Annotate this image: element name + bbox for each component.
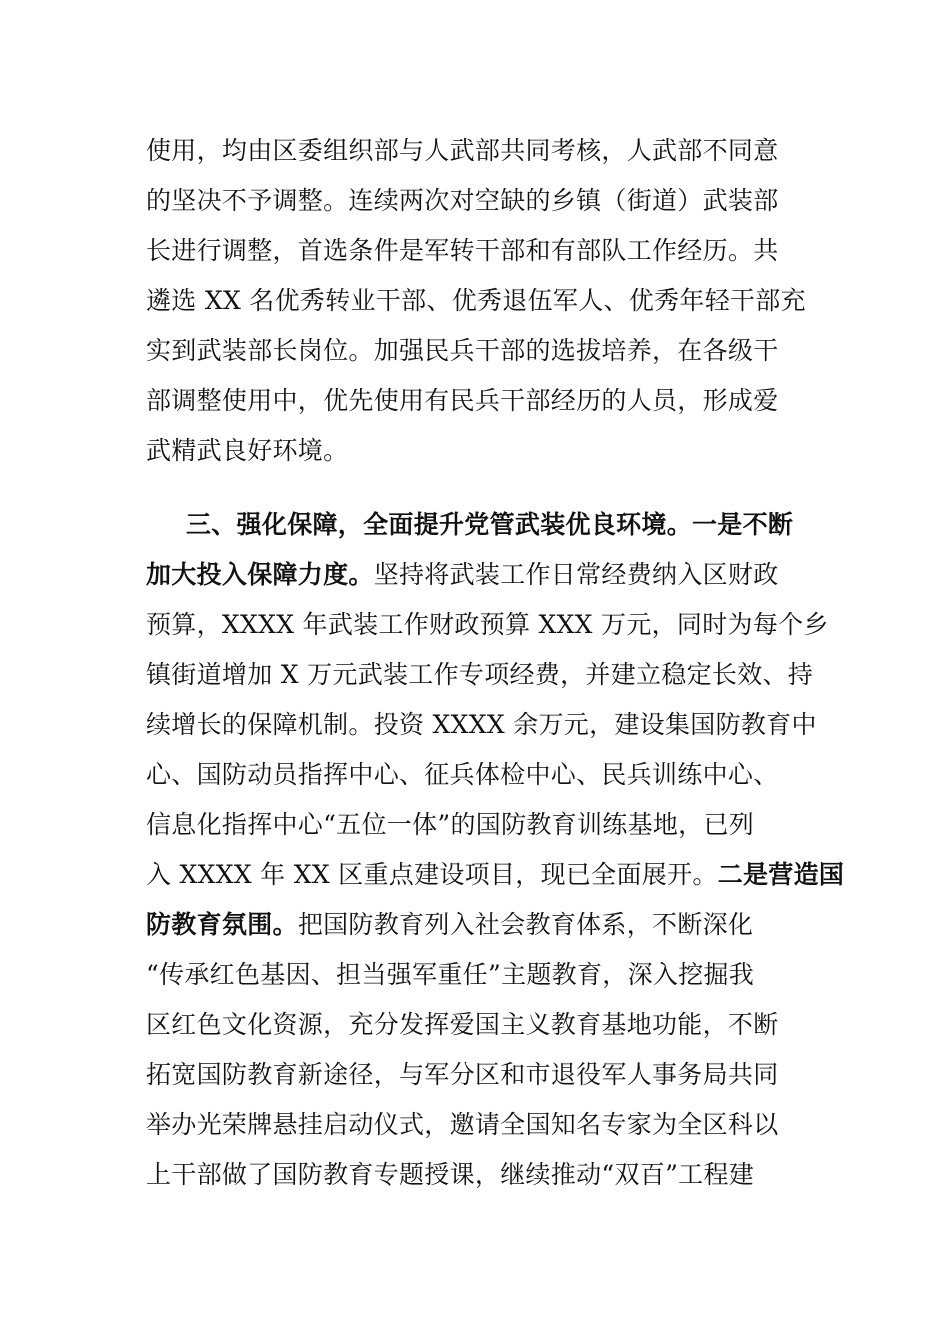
subheading-atmosphere-end: 防教育氛围。 xyxy=(146,910,298,939)
paragraph-2-line-9 xyxy=(146,900,816,950)
paragraph-2-line-8-text: 入 XXXX 年 XX 区重点建设项目，现已全面展开。 xyxy=(146,860,718,889)
paragraph-2-line-14: 上干部做了国防教育专题授课，继续推动“双百”工程建 xyxy=(146,1160,755,1189)
paragraph-1-line-2: 的坚决不予调整。连续两次对空缺的乡镇（街道）武装部 xyxy=(146,186,779,215)
paragraph-2-line-11: 区红色文化资源，充分发挥爱国主义教育基地功能，不断 xyxy=(146,1010,779,1039)
paragraph-1-line-6: 部调整使用中，优先使用有民兵干部经历的人员，形成爱 xyxy=(146,386,779,415)
paragraph-1-line-3: 长进行调整，首选条件是军转干部和有部队工作经历。共 xyxy=(146,236,779,265)
paragraph-2-line-10: “传承红色基因、担当强军重任”主题教育，深入挖掘我 xyxy=(146,960,755,989)
paragraph-1-line-7: 武精武良好环境。 xyxy=(146,436,349,465)
section-heading-line: 三、强化保障，全面提升党管武装优良环境。一是不断 xyxy=(186,510,794,539)
paragraph-2-line-6: 心、国防动员指挥中心、征兵体检中心、民兵训练中心、 xyxy=(146,760,779,789)
subheading-investment: 加大投入保障力度。 xyxy=(146,560,374,589)
paragraph-1-line-1: 使用，均由区委组织部与人武部共同考核，人武部不同意 xyxy=(146,136,779,165)
paragraph-2-line-2-text: 坚持将武装工作日常经费纳入区财政 xyxy=(373,560,779,589)
paragraph-2-line-13: 举办光荣牌悬挂启动仪式，邀请全国知名专家为全区科以 xyxy=(146,1110,779,1139)
paragraph-2-line-3: 预算，XXXX 年武装工作财政预算 XXX 万元，同时为每个乡 xyxy=(146,610,829,639)
paragraph-2-line-2 xyxy=(146,550,816,600)
paragraph-2-line-8 xyxy=(146,850,845,900)
subheading-atmosphere-start: 二是营造国 xyxy=(717,860,845,889)
paragraph-2-line-7: 信息化指挥中心“五位一体”的国防教育训练基地，已列 xyxy=(146,810,755,839)
paragraph-2-line-4: 镇街道增加 X 万元武装工作专项经费，并建立稳定长效、持 xyxy=(146,660,814,689)
paragraph-1-line-5: 实到武装部长岗位。加强民兵干部的选拔培养，在各级干 xyxy=(146,336,779,365)
paragraph-2-line-5: 续增长的保障机制。投资 XXXX 余万元，建设集国防教育中 xyxy=(146,710,817,739)
paragraph-2-line-12: 拓宽国防教育新途径，与军分区和市退役军人事务局共同 xyxy=(146,1060,779,1089)
paragraph-2-line-9-text: 把国防教育列入社会教育体系，不断深化 xyxy=(297,910,754,939)
paragraph-1-line-4: 遴选 XX 名优秀转业干部、优秀退伍军人、优秀年轻干部充 xyxy=(146,286,806,315)
